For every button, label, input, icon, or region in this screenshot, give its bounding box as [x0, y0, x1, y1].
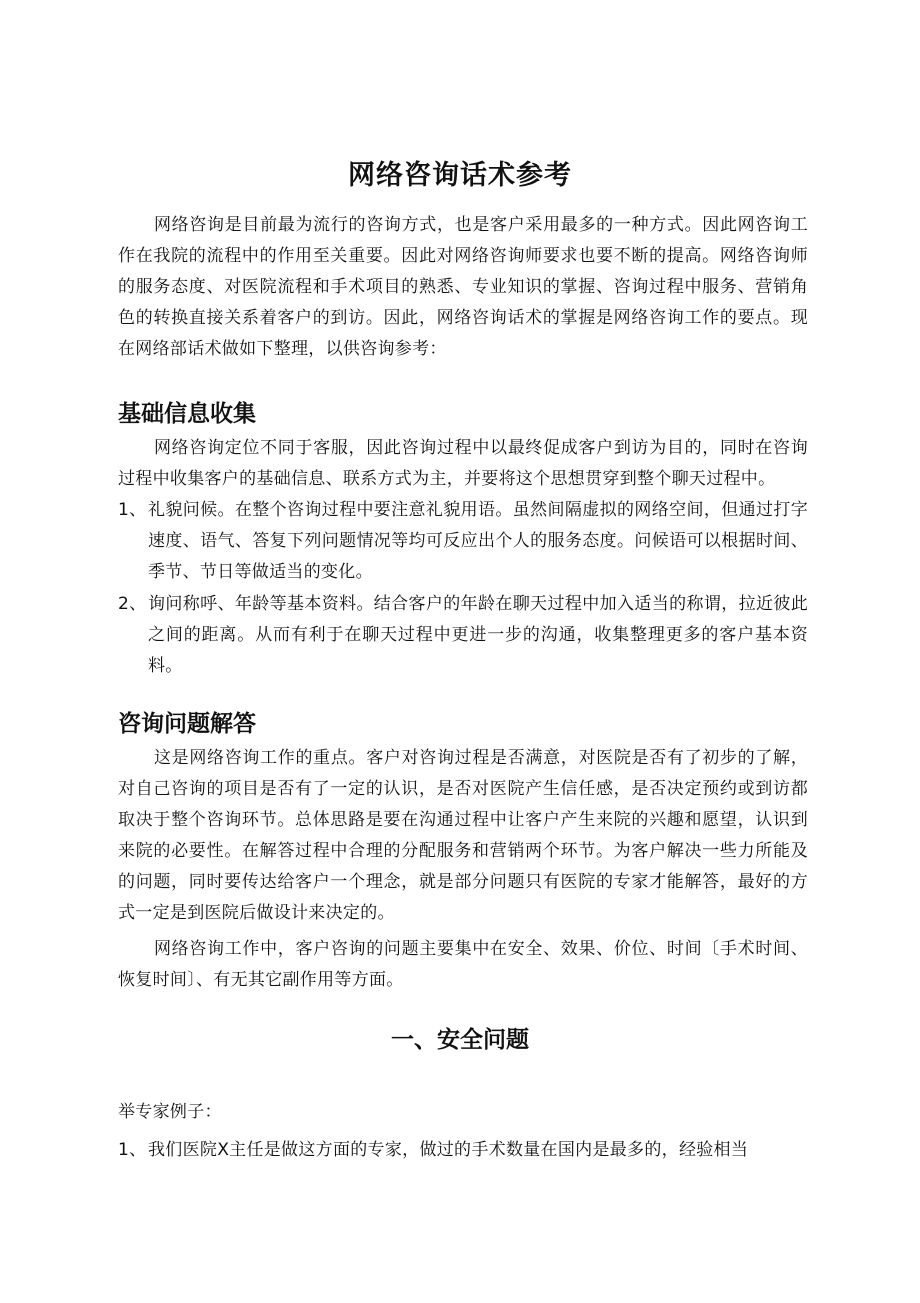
list-item-number: 1、: [118, 500, 147, 520]
list-item-text: 询问称呼、年龄等基本资料。结合客户的年龄在聊天过程中加入适当的称谓，拉近彼此之间的距离。从而有利于在聊天过程中更进一步的沟通，收集整理更多的客户基本资料。: [148, 594, 808, 676]
list-item-text: 礼貌问候。在整个咨询过程中要注意礼貌用语。虽然间隔虚拟的网络空间，但通过打字速度、语气、答复下列问题情况等均可反应出个人的服务态度。问候语可以根据时间、季节、节日等做适当的变化。: [148, 500, 808, 582]
intro-paragraph: 网络咨询是目前最为流行的咨询方式，也是客户采用最多的一种方式。因此网咨询工作在我院的流程中的作用至关重要。因此对网络咨询师要求也要不断的提高。网络咨询师的服务态度、对医院流程和手术项目的熟悉、专业知识的掌握、咨询过程中服务、营销角色的转换直接关系着客户的到访。因此，网络咨询话术的掌握是网络咨询工作的要点。现在网络部话术做如下整理，以供咨询参考：: [118, 215, 808, 359]
section-heading-basic-info: 基础信息收集: [118, 401, 256, 427]
section-heading-safety: 一、安全问题: [391, 1027, 529, 1053]
document-title: 网络咨询话术参考: [348, 160, 572, 192]
list-item-text: 我们医院X主任是做这方面的专家，做过的手术数量在国内是最多的，经验相当: [148, 1140, 749, 1160]
list-item-number: 2、: [118, 594, 147, 614]
section3-lead: 举专家例子：: [118, 1102, 222, 1122]
list-item: [118, 589, 808, 682]
section2-paragraph-2: 网络咨询工作中，客户咨询的问题主要集中在安全、效果、价位、时间〔手术时间、恢复时间〕、有无其它副作用等方面。: [118, 939, 808, 990]
list-item: [118, 1135, 808, 1166]
section-heading-qa: 咨询问题解答: [118, 711, 256, 737]
list-item: [118, 495, 808, 588]
list-item-number: 1、: [118, 1140, 147, 1160]
section1-paragraph: 网络咨询定位不同于客服，因此咨询过程中以最终促成客户到访为目的，同时在咨询过程中收集客户的基础信息、联系方式为主，并要将这个思想贯穿到整个聊天过程中。: [118, 438, 808, 489]
section2-paragraph-1: 这是网络咨询工作的重点。客户对咨询过程是否满意，对医院是否有了初步的了解，对自己咨询的项目是否有了一定的认识，是否对医院产生信任感，是否决定预约或到访都取决于整个咨询环节。总体思路是要在沟通过程中让客户产生来院的兴趣和愿望，认识到来院的必要性。在解答过程中合理的分配服务和营销两个环节。为客户解决一些力所能及的问题，同时要传达给客户一个理念，就是部分问题只有医院的专家才能解答，最好的方式一定是到医院后做设计来决定的。: [118, 748, 808, 923]
